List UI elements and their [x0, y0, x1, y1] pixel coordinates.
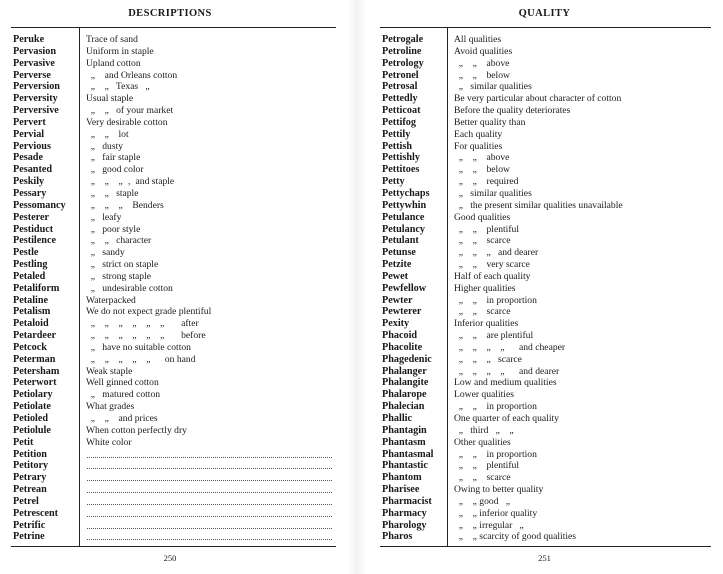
code-word: Peterwort — [13, 377, 57, 389]
table-row — [380, 508, 711, 520]
left-page-header: DESCRIPTIONS — [128, 8, 212, 19]
code-word: Phallic — [382, 413, 412, 424]
meaning-text: What grades — [86, 401, 135, 413]
table-row — [380, 70, 711, 82]
meaning-text: White color — [86, 436, 132, 448]
code-word: Petaline — [13, 294, 49, 306]
code-word: Pettywhin — [382, 199, 427, 211]
table-row — [11, 176, 336, 188]
table-row — [11, 81, 336, 93]
table-row — [380, 188, 711, 200]
code-word: Phalarope — [382, 389, 427, 401]
code-word: Phantasmal — [382, 448, 434, 460]
table-row — [380, 366, 711, 378]
table-row — [11, 330, 336, 342]
table-row — [11, 188, 336, 200]
code-word: Petioled — [13, 413, 49, 424]
meaning-text: „ „ „ „ „ on hand — [86, 353, 196, 365]
code-word: Petrel — [13, 495, 39, 507]
code-word: Petardeer — [13, 330, 56, 342]
code-word: Petrific — [13, 519, 46, 531]
code-word: Petaliform — [13, 282, 60, 294]
code-word: Phacolite — [382, 341, 423, 353]
meaning-text: „ „ lot — [86, 128, 129, 140]
meaning-text: „ undesirable cotton — [86, 282, 173, 294]
meaning-text: Be very particular about character of cotton — [454, 93, 622, 105]
code-word: Pewterer — [382, 306, 422, 318]
table-row — [11, 46, 336, 58]
code-word: Pervasion — [13, 45, 57, 57]
table-row — [11, 354, 336, 366]
meaning-text: „ „ „ Benders — [86, 199, 164, 211]
code-word: Petrogale — [382, 34, 424, 45]
code-word: Petticoat — [382, 105, 421, 117]
meaning-text: „ „ below — [454, 164, 510, 176]
meaning-text: Good qualities — [454, 211, 511, 223]
code-word: Petulance — [382, 211, 425, 223]
table-row — [380, 484, 711, 496]
meaning-text: „ „ „ „ and dearer — [454, 365, 560, 377]
table-row — [11, 93, 336, 105]
code-word: Pettish — [382, 140, 412, 152]
meaning-text: „ strict on staple — [86, 259, 159, 271]
table-row — [11, 34, 336, 46]
code-word: Pestling — [13, 259, 48, 271]
table-row — [11, 212, 336, 224]
code-word: Pettitoes — [382, 164, 420, 176]
meaning-text: „ dusty — [86, 140, 124, 152]
blank-entry-line — [87, 516, 332, 517]
meaning-text: „ „ very scarce — [454, 259, 530, 271]
table-row — [380, 437, 711, 449]
meaning-text: „ „ staple — [86, 187, 139, 199]
table-row — [380, 34, 711, 46]
meaning-text: „ „ plentiful — [454, 460, 520, 472]
code-word: Pharisee — [382, 484, 420, 496]
table-row — [11, 152, 336, 164]
meaning-text: Each quality — [454, 128, 503, 140]
table-row — [380, 212, 711, 224]
meaning-text: „ „ scarce — [454, 235, 511, 247]
table-row — [380, 200, 711, 212]
table-row — [380, 295, 711, 307]
table-row — [380, 117, 711, 129]
code-word: Pettishly — [382, 152, 420, 164]
table-row — [11, 117, 336, 129]
left-page — [0, 0, 340, 574]
meaning-text: „ „ in proportion — [454, 448, 537, 460]
meaning-text: Well ginned cotton — [86, 377, 159, 389]
meaning-text: For qualities — [454, 140, 503, 152]
code-word: Pettifog — [382, 116, 416, 128]
table-row — [380, 318, 711, 330]
code-word: Petronel — [382, 69, 419, 81]
meaning-text: „ „ and prices — [86, 413, 158, 424]
meaning-text: Trace of sand — [86, 34, 138, 45]
meaning-text: „ „ in proportion — [454, 401, 537, 413]
code-word: Pervasive — [13, 57, 55, 69]
table-row — [380, 531, 711, 543]
meaning-text: Weak staple — [86, 365, 133, 377]
meaning-text: „ similar qualities — [454, 81, 532, 93]
right-page-number: 251 — [538, 553, 551, 563]
meaning-text: „ „ scarcity of good qualities — [454, 531, 577, 543]
table-row — [380, 342, 711, 354]
meaning-text: „ „ in proportion — [454, 294, 537, 306]
meaning-text: „ „ scarce — [454, 472, 511, 484]
code-word: Petitory — [13, 460, 49, 472]
meaning-text: Better quality than — [454, 116, 526, 128]
meaning-text: Lower qualities — [454, 389, 514, 401]
table-row — [11, 318, 336, 330]
meaning-text: „ and Orleans cotton — [86, 69, 178, 81]
code-word: Petzite — [382, 259, 412, 271]
code-word: Pestle — [13, 247, 39, 259]
code-word: Perversity — [13, 93, 58, 105]
table-row — [380, 164, 711, 176]
code-word: Pettedly — [382, 93, 418, 105]
meaning-text: „ similar qualities — [454, 187, 532, 199]
table-row — [380, 389, 711, 401]
meaning-text: „ strong staple — [86, 270, 152, 282]
code-word: Phalangite — [382, 377, 429, 389]
table-row — [11, 200, 336, 212]
table-row — [11, 271, 336, 283]
meaning-text: „ „ character — [86, 235, 152, 247]
meaning-text: „ good color — [86, 164, 144, 176]
table-row — [380, 460, 711, 472]
meaning-text: „ „ required — [454, 176, 519, 188]
code-word: Petiolule — [13, 424, 51, 436]
code-word: Peruke — [13, 34, 45, 45]
blank-entry-line — [87, 492, 332, 493]
table-row — [380, 283, 711, 295]
code-word: Petrary — [13, 472, 47, 484]
meaning-text: „ „ „ scarce — [454, 353, 522, 365]
table-row — [380, 141, 711, 153]
code-word: Phantom — [382, 472, 422, 484]
table-row — [11, 129, 336, 141]
meaning-text: Before the quality deteriorates — [454, 105, 571, 117]
table-row — [380, 354, 711, 366]
table-row — [11, 259, 336, 271]
code-word: Petcock — [13, 341, 47, 353]
code-word: Pexity — [382, 318, 410, 330]
code-word: Petulant — [382, 235, 419, 247]
table-row — [380, 496, 711, 508]
code-word: Phantagin — [382, 424, 427, 436]
table-row — [11, 377, 336, 389]
meaning-text: „ the present similar qualities unavailable — [454, 199, 623, 211]
table-row — [11, 460, 336, 472]
meaning-text: Low and medium qualities — [454, 377, 557, 389]
table-row — [380, 306, 711, 318]
meaning-text: „ „ Texas „ — [86, 81, 150, 93]
table-row — [380, 129, 711, 141]
meaning-text: „ leafy — [86, 211, 122, 223]
blank-entry-line — [87, 457, 332, 458]
code-word: Pestiduct — [13, 223, 54, 235]
table-row — [11, 520, 336, 532]
meaning-text: „ „ of your market — [86, 105, 174, 117]
meaning-text: „ „ above — [454, 152, 510, 164]
code-word: Petaloid — [13, 318, 49, 330]
meaning-text: „ have no suitable cotton — [86, 341, 191, 353]
code-word: Petrosal — [382, 81, 418, 93]
code-word: Pharology — [382, 519, 427, 531]
table-row — [11, 401, 336, 413]
table-row — [380, 81, 711, 93]
meaning-text: „ „ are plentiful — [454, 330, 534, 342]
meaning-text: Uniform in staple — [86, 45, 154, 57]
code-word: Pharmacist — [382, 495, 432, 507]
blank-entry-line — [87, 504, 332, 505]
meaning-text: Other qualities — [454, 436, 511, 448]
meaning-text: „ poor style — [86, 223, 141, 235]
table-row — [11, 472, 336, 484]
meaning-text: Usual staple — [86, 93, 134, 105]
table-row — [380, 235, 711, 247]
table-row — [11, 58, 336, 70]
code-word: Petalism — [13, 306, 51, 318]
code-word: Pestilence — [13, 235, 56, 247]
meaning-text: Very desirable cotton — [86, 116, 168, 128]
table-row — [380, 259, 711, 271]
code-word: Phalecian — [382, 401, 425, 413]
meaning-text: Avoid qualities — [454, 45, 513, 57]
code-word: Pharmacy — [382, 507, 427, 519]
meaning-text: Inferior qualities — [454, 318, 519, 330]
blank-entry-line — [87, 539, 332, 540]
meaning-text: „ „ „ „ and cheaper — [454, 341, 566, 353]
code-word: Petiolary — [13, 389, 53, 401]
meaning-text: „ fair staple — [86, 152, 141, 164]
table-row — [380, 93, 711, 105]
code-word: Pettychaps — [382, 187, 430, 199]
table-row — [380, 176, 711, 188]
code-word: Phantasm — [382, 436, 426, 448]
meaning-text: Upland cotton — [86, 57, 141, 69]
table-row — [11, 306, 336, 318]
code-word: Peskily — [13, 176, 45, 188]
code-word: Petroline — [382, 45, 422, 57]
code-word: Petersham — [13, 365, 60, 377]
meaning-text: „ sandy — [86, 247, 125, 259]
blank-entry-line — [87, 528, 332, 529]
meaning-text: „ „ irregular „ — [454, 519, 524, 531]
table-row — [380, 271, 711, 283]
table-row — [11, 449, 336, 461]
meaning-text: Half of each quality — [454, 270, 531, 282]
code-word: Pettily — [382, 128, 411, 140]
code-word: Phantastic — [382, 460, 428, 472]
code-word: Pervert — [13, 116, 46, 128]
code-word: Pesanted — [13, 164, 53, 176]
table-row — [380, 58, 711, 70]
meaning-text: When cotton perfectly dry — [86, 424, 187, 436]
code-word: Pesterer — [13, 211, 50, 223]
table-row — [11, 425, 336, 437]
descriptions-table — [11, 27, 336, 547]
meaning-text: „ „ inferior quality — [454, 507, 538, 519]
table-row — [380, 247, 711, 259]
table-row — [11, 283, 336, 295]
table-row — [380, 46, 711, 58]
code-word: Pewter — [382, 294, 413, 306]
meaning-text: Waterpacked — [86, 294, 136, 306]
code-word: Phacoid — [382, 330, 418, 342]
meaning-text: One quarter of each quality — [454, 413, 559, 424]
table-row — [11, 295, 336, 307]
table-row — [11, 235, 336, 247]
meaning-text: „ „ scarce — [454, 306, 511, 318]
meaning-text: „ „ „ ‚ and staple — [86, 176, 175, 188]
table-row — [11, 389, 336, 401]
table-row — [11, 105, 336, 117]
code-word: Pessary — [13, 187, 47, 199]
table-row — [380, 449, 711, 461]
table-row — [11, 70, 336, 82]
right-page-header: QUALITY — [518, 8, 571, 19]
code-word: Phagedenic — [382, 353, 432, 365]
code-word: Petrean — [13, 484, 47, 496]
meaning-text: „ „ plentiful — [454, 223, 520, 235]
code-word: Petty — [382, 176, 405, 188]
code-word: Petaled — [13, 270, 46, 282]
meaning-text: „ „ „ „ „ „ before — [86, 330, 206, 342]
code-word: Pessomancy — [13, 199, 66, 211]
code-word: Phalanger — [382, 365, 427, 377]
table-row — [380, 152, 711, 164]
table-row — [11, 141, 336, 153]
meaning-text: We do not expect grade plentiful — [86, 306, 212, 318]
code-word: Pewfellow — [382, 282, 427, 294]
table-row — [380, 472, 711, 484]
table-row — [11, 508, 336, 520]
code-word: Pervious — [13, 140, 51, 152]
right-page — [372, 0, 717, 574]
table-row — [380, 377, 711, 389]
table-row — [11, 247, 336, 259]
meaning-text: „ „ „ and dearer — [454, 247, 539, 259]
table-row — [380, 105, 711, 117]
code-word: Perversive — [13, 105, 59, 117]
table-row — [380, 224, 711, 236]
table-row — [11, 484, 336, 496]
code-word: Petrine — [13, 531, 45, 543]
code-word: Petunse — [382, 247, 416, 259]
code-word: Pharos — [382, 531, 413, 543]
code-word: Petition — [13, 448, 47, 460]
book-gutter — [348, 0, 366, 574]
meaning-text: „ „ good „ — [454, 495, 510, 507]
table-row — [11, 437, 336, 449]
blank-entry-line — [87, 480, 332, 481]
table-row — [380, 401, 711, 413]
meaning-text: Higher qualities — [454, 282, 516, 294]
table-row — [11, 164, 336, 176]
code-word: Petrology — [382, 57, 424, 69]
code-word: Perversion — [13, 81, 60, 93]
meaning-text: Owing to better quality — [454, 484, 544, 496]
code-word: Pesade — [13, 152, 43, 164]
table-row — [380, 425, 711, 437]
table-row — [380, 413, 711, 425]
quality-table — [380, 27, 711, 547]
code-word: Pewet — [382, 270, 409, 282]
left-page-number: 250 — [163, 553, 177, 563]
code-word: Peterman — [13, 353, 56, 365]
code-word: Petulancy — [382, 223, 426, 235]
code-word: Petiolate — [13, 401, 51, 413]
code-word: Petrescent — [13, 507, 59, 519]
code-word: Petit — [13, 436, 34, 448]
meaning-text: All qualities — [454, 34, 502, 45]
meaning-text: „ „ above — [454, 57, 510, 69]
code-word: Perverse — [13, 69, 51, 81]
table-row — [11, 342, 336, 354]
table-row — [11, 531, 336, 543]
table-row — [11, 366, 336, 378]
blank-entry-line — [87, 468, 332, 469]
table-row — [11, 413, 336, 425]
code-word: Pervial — [13, 128, 45, 140]
meaning-text: „ third „ „ — [454, 424, 514, 436]
table-row — [11, 224, 336, 236]
meaning-text: „ matured cotton — [86, 389, 161, 401]
table-row — [380, 330, 711, 342]
meaning-text: „ „ below — [454, 69, 510, 81]
meaning-text: „ „ „ „ „ „ after — [86, 318, 199, 330]
table-row — [380, 520, 711, 532]
table-row — [11, 496, 336, 508]
